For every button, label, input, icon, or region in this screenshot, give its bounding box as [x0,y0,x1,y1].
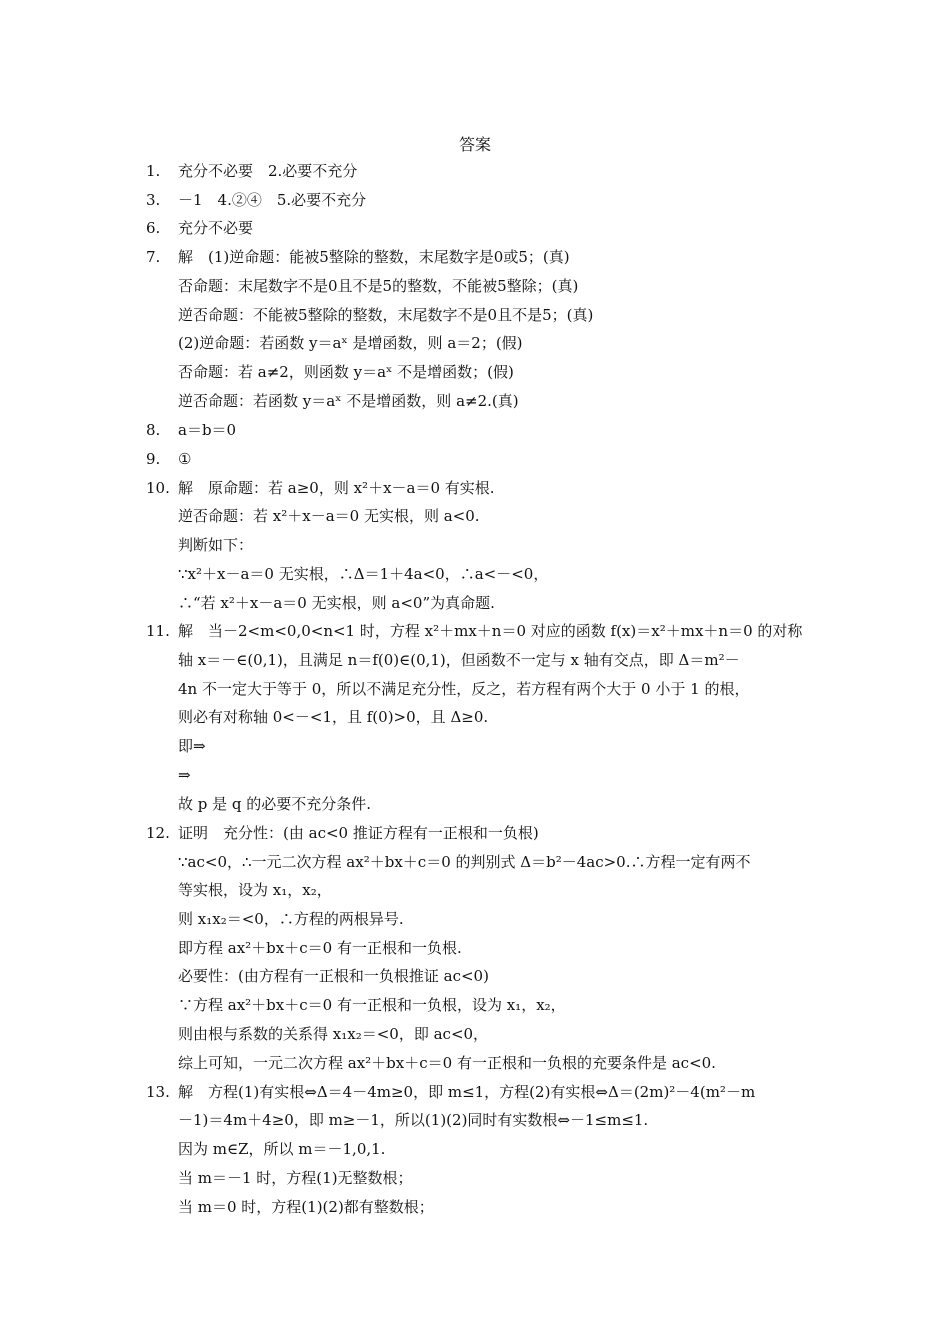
item-number: 8. [146,421,161,439]
answer-line: 否命题：若 a≠2，则函数 y＝aˣ 不是增函数；(假) [178,363,514,381]
item-number: 6. [146,219,161,237]
answer-line: －1)＝4m＋4≥0，即 m≥－1，所以(1)(2)同时有实数根⇔－1≤m≤1. [178,1111,649,1129]
answer-line: 逆否命题：若 x²＋x－a＝0 无实根，则 a<0. [178,507,480,525]
answer-line: 当 m＝0 时，方程(1)(2)都有整数根； [178,1198,434,1216]
answer-line: 因为 m∈Z，所以 m＝－1,0,1. [178,1140,386,1158]
answer-line: ⇒ [178,766,191,784]
answer-line: 证明 充分性：(由 ac<0 推证方程有一正根和一负根) [178,824,539,842]
answer-line: ∵方程 ax²＋bx＋c＝0 有一正根和一负根，设为 x₁，x₂， [178,996,566,1014]
answer-line: 逆否命题：不能被5整除的整数，末尾数字不是0且不是5；(真) [178,306,594,324]
answer-line: 逆否命题：若函数 y＝aˣ 不是增函数，则 a≠2.(真) [178,392,519,410]
answer-line: 解 当－2<m<0,0<n<1 时，方程 x²＋mx＋n＝0 对应的函数 f(x)＝x²＋mx＋n＝0 的对称 [178,622,803,640]
item-number: 13. [146,1083,170,1101]
answer-line: 充分不必要 [178,219,254,237]
answer-line: 4n 不一定大于等于 0，所以不满足充分性，反之，若方程有两个大于 0 小于 1 的根， [178,680,750,698]
answer-line: 解 (1)逆命题：能被5整除的整数，末尾数字是0或5；(真) [178,248,570,266]
answer-line: 则必有对称轴 0<－<1，且 f(0)>0，且 Δ≥0. [178,708,489,726]
answer-line: (2)逆命题：若函数 y＝aˣ 是增函数，则 a＝2；(假) [178,334,523,352]
item-number: 7. [146,248,161,266]
answer-line: 解 方程(1)有实根⇔Δ＝4－4m≥0，即 m≤1，方程(2)有实根⇔Δ＝(2m)²－4(m²－m [178,1083,756,1101]
item-number: 3. [146,191,161,209]
answer-line: 即⇒ [178,737,206,755]
answer-line: ∴“若 x²＋x－a＝0 无实根，则 a<0”为真命题. [178,594,495,612]
answer-line: a＝b＝0 [178,421,237,439]
answer-line: 即方程 ax²＋bx＋c＝0 有一正根和一负根. [178,939,462,957]
answer-line: 则由根与系数的关系得 x₁x₂＝<0，即 ac<0， [178,1025,489,1043]
answer-line: ∵ac<0，∴一元二次方程 ax²＋bx＋c＝0 的判别式 Δ＝b²－4ac>0.∴方程一定有两不 [178,853,751,871]
answer-line: 故 p 是 q 的必要不充分条件. [178,795,372,813]
answer-line: 轴 x＝－∈(0,1)，且满足 n＝f(0)∈(0,1)，但函数不一定与 x 轴有交点，即 Δ＝m²－ [178,651,740,669]
answer-line: 判断如下： [178,536,254,554]
answer-line: 解 原命题：若 a≥0，则 x²＋x－a＝0 有实根. [178,479,495,497]
answer-line: ∵x²＋x－a＝0 无实根，∴Δ＝1＋4a<0，∴a<－<0， [178,565,549,583]
answer-line: 充分不必要 2.必要不充分 [178,162,358,180]
item-number: 11. [146,622,170,640]
page-title: 答案 [458,135,491,154]
answer-line: 否命题：末尾数字不是0且不是5的整数，不能被5整除；(真) [178,277,579,295]
answer-line: 必要性：(由方程有一正根和一负根推证 ac<0) [178,967,489,985]
item-number: 10. [146,479,170,497]
answer-line: 则 x₁x₂＝<0，∴方程的两根异号. [178,910,404,928]
answer-line: 等实根，设为 x₁，x₂， [178,881,332,899]
item-number: 1. [146,162,161,180]
answer-line: 当 m＝－1 时，方程(1)无整数根； [178,1169,413,1187]
answer-line: ① [178,450,192,468]
answer-line: 综上可知，一元二次方程 ax²＋bx＋c＝0 有一正根和一负根的充要条件是 ac<0. [178,1054,716,1072]
answer-line: －1 4.②④ 5.必要不充分 [178,191,367,209]
item-number: 9. [146,450,161,468]
item-number: 12. [146,824,170,842]
